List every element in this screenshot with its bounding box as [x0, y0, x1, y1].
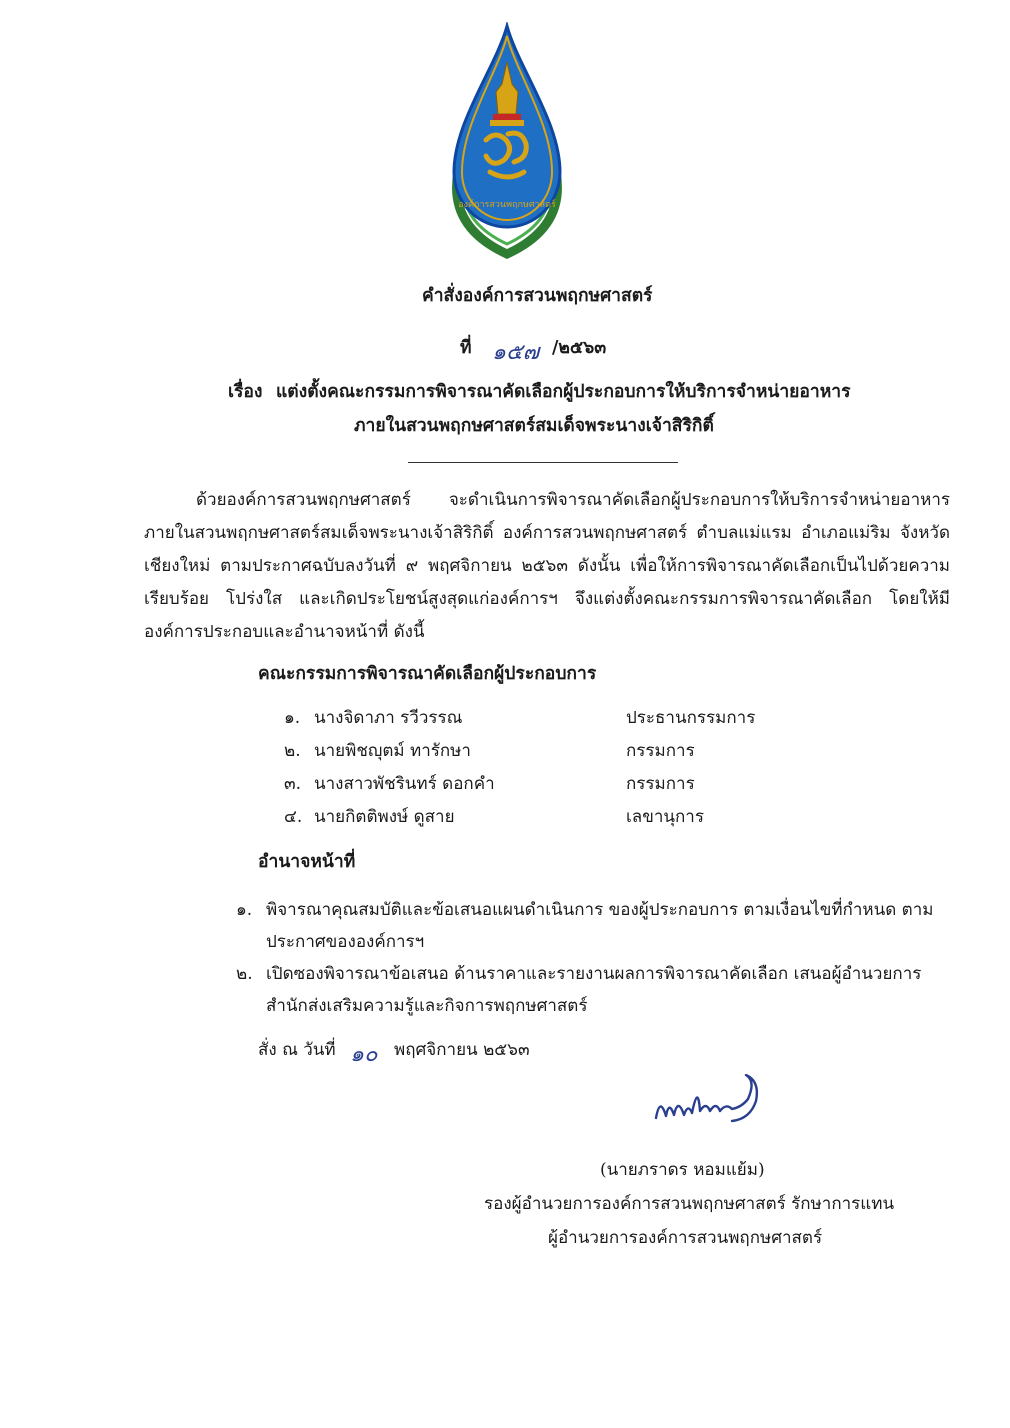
member-name: นางสาวพัชรินทร์ ดอกคำ — [314, 774, 495, 794]
member-name: นายพิชญุตม์ ทารักษา — [314, 741, 471, 761]
member-number: ๑. — [284, 708, 301, 728]
duty-line: สำนักส่งเสริมความรู้และกิจการพฤกษศาสตร์ — [266, 996, 588, 1016]
subject-label: เรื่อง — [228, 382, 263, 402]
member-role: กรรมการ — [626, 741, 695, 761]
member-role: เลขานุการ — [626, 807, 704, 827]
committee-heading: คณะกรรมการพิจารณาคัดเลือกผู้ประกอบการ — [258, 664, 597, 684]
duty-line: ประกาศขององค์การฯ — [266, 932, 425, 952]
order-number-handwritten: ๑๕๗ — [492, 340, 540, 365]
order-number-label: ที่ — [460, 338, 472, 358]
duty-line: พิจารณาคุณสมบัติและข้อเสนอแผนดำเนินการ ของผู้ประกอบการ ตามเงื่อนไขที่กำหนด ตาม — [266, 900, 934, 920]
body-paragraph — [144, 484, 950, 649]
signer-name: (นายภราดร หอมแย้ม) — [600, 1160, 765, 1180]
signer-position-line-2: ผู้อำนวยการองค์การสวนพฤกษศาสตร์ — [548, 1228, 823, 1248]
member-number: ๔. — [284, 807, 303, 827]
order-number-year: /๒๕๖๓ — [552, 338, 607, 358]
duties-heading: อำนาจหน้าที่ — [258, 852, 356, 872]
signer-position-line-1: รองผู้อำนวยการองค์การสวนพฤกษศาสตร์ รักษาการแทน — [484, 1194, 895, 1214]
organization-logo — [438, 22, 576, 262]
subject-line-1: แต่งตั้งคณะกรรมการพิจารณาคัดเลือกผู้ประกอบการให้บริการจำหน่ายอาหาร — [276, 382, 851, 402]
order-date-day-handwritten: ๑๐ — [350, 1042, 378, 1067]
member-name: นายกิตติพงษ์ ดูสาย — [314, 807, 455, 827]
duty-line: เปิดซองพิจารณาข้อเสนอ ด้านราคาและรายงานผลการพิจารณาคัดเลือก เสนอผู้อำนวยการ — [266, 964, 922, 984]
order-date-prefix: สั่ง ณ วันที่ — [258, 1040, 336, 1060]
duty-item — [266, 958, 950, 1022]
duty-number: ๒. — [236, 964, 253, 984]
subject-line-2: ภายในสวนพฤกษศาสตร์สมเด็จพระนางเจ้าสิริกิติ์ — [354, 416, 714, 436]
member-number: ๓. — [284, 774, 302, 794]
duty-item — [266, 894, 950, 958]
logo-text: องค์การสวนพฤกษศาสตร์ — [458, 200, 556, 210]
header-divider — [408, 462, 678, 463]
order-date-month-year: พฤศจิกายน ๒๕๖๓ — [394, 1040, 530, 1060]
order-title: คำสั่งองค์การสวนพฤกษศาสตร์ — [422, 286, 653, 306]
member-role: กรรมการ — [626, 774, 695, 794]
body-paragraph-text: ด้วยองค์การสวนพฤกษศาสตร์ จะดำเนินการพิจารณาคัดเลือกผู้ประกอบการให้บริการจำหน่ายอาหาร ภายในสวนพฤกษศาสตร์สมเด็จพระนางเจ้าสิริกิติ์ องค์การสวนพฤกษศาสตร์ ตำบลแม่แรม อำเภอแม่ริม จังหวัดเชียงใหม่ ตามประกาศฉบับลงวันที่ ๙ พฤศจิกายน ๒๕๖๓ ดังนั้น เพื่อให้การพิจารณาคัดเลือกเป็นไปด้วยความเรียบร้อย โปร่งใส และเกิดประโยชน์สูงสุดแก่องค์การฯ จึงแต่งตั้งคณะกรรมการพิจารณาคัดเลือก โดยให้มีองค์การประกอบและอำนาจหน้าที่ ดังนี้ — [144, 490, 950, 642]
duty-number: ๑. — [236, 900, 253, 920]
handwritten-signature — [648, 1074, 778, 1134]
member-number: ๒. — [284, 741, 301, 761]
member-role: ประธานกรรมการ — [626, 708, 756, 728]
member-name: นางจิดาภา รวีวรรณ — [314, 708, 463, 728]
